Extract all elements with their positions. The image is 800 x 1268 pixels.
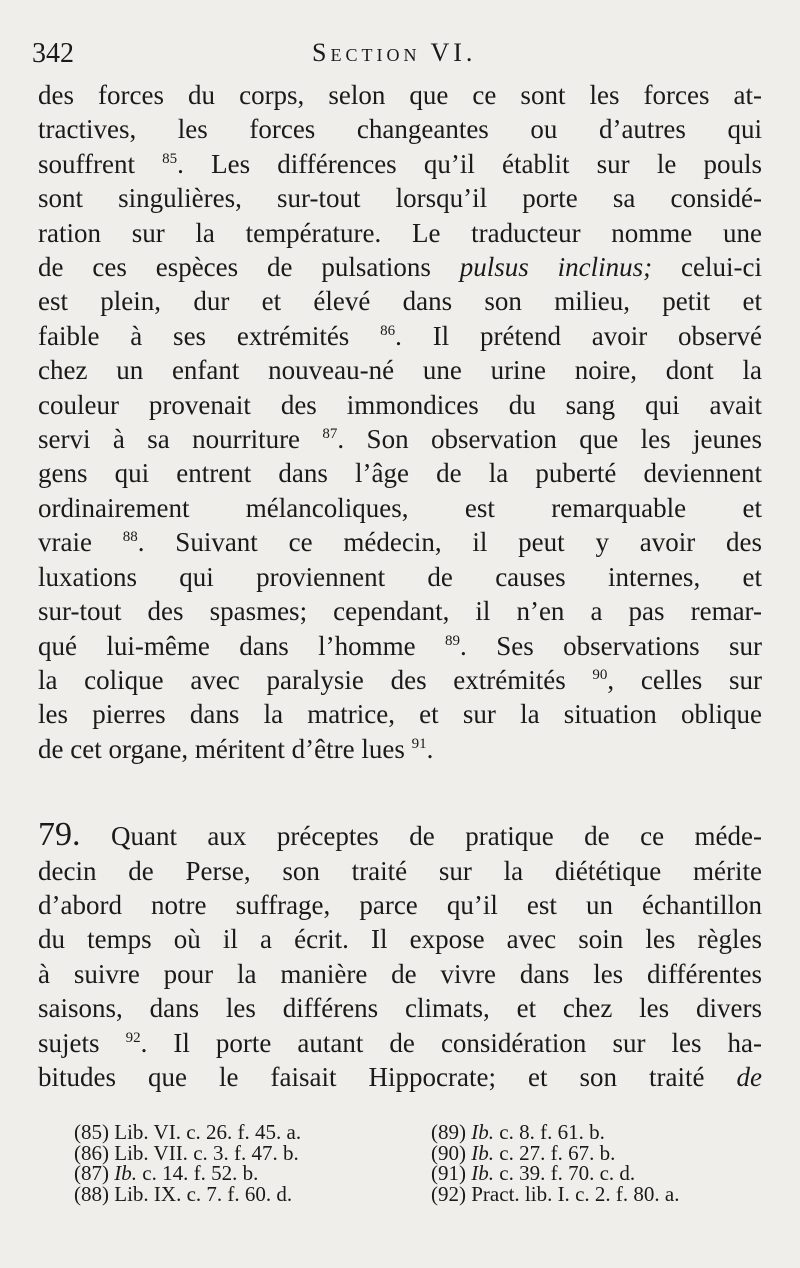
text-line: servi à sa nourriture $^{87}$. Son observation que les jeunes [38,424,762,455]
footnote: (91) Ib. c. 39. f. 70. c. d. [431,1161,636,1185]
footnote-ref[interactable]: 86 [380,322,396,339]
text-line: tractives, les forces changeantes ou d’autres qui [38,114,762,145]
footnote: (90) Ib. c. 27. f. 67. b. [431,1140,616,1165]
text-line: les pierres dans la matrice, et sur la situation oblique [38,699,762,730]
footnote-ref[interactable]: 90 [592,666,608,683]
footnotes-left-column [74,1122,414,1204]
text-line: de ces espèces de pulsations pulsus inclinus; celui-ci [38,252,762,283]
text-line: ration sur la température. Le traducteur nomme une [38,217,762,248]
footnote: (88) Lib. IX. c. 7. f. 60. d. [74,1181,293,1206]
text-line: d’abord notre suffrage, parce qu’il est un échantillon [38,889,762,920]
body-text [38,78,762,1094]
text-line: decin de Perse, son traité sur la diététique mérite [38,855,762,886]
text-line: des forces du corps, selon que ce sont les forces at- [38,80,762,110]
running-head: Section VI. [312,38,477,67]
paragraph-number: 79. [38,816,81,854]
text-line: à suivre pour la manière de vivre dans les différentes [38,958,762,989]
footnote-ref[interactable]: 92 [125,1029,141,1046]
paragraph-gap [38,766,762,818]
footnote: (89) Ib. c. 8. f. 61. b. [431,1120,605,1144]
text-line: sont singulières, sur-tout lorsqu’il porte sa considé- [38,183,762,214]
footnote: (85) Lib. VI. c. 26. f. 45. a. [74,1120,302,1144]
text-line: de cet organe, méritent d’être lues $^{91}$. [38,733,434,764]
text-line: vraie $^{88}$. Suivant ce médecin, il peut y avoir des [38,527,762,558]
text-line: sujets $^{92}$. Il porte autant de considération sur les ha- [38,1027,762,1058]
text-line: couleur provenait des immondices du sang qui avait [38,389,762,420]
text-line: bitudes que le faisait Hippocrate; et son traité de [38,1061,763,1092]
text-line: la colique avec paralysie des extrémités $^{90}$, celles sur [38,664,762,695]
footnote-ref[interactable]: 87 [322,426,338,443]
text-line: saisons, dans les différens climats, et chez les divers [38,993,762,1024]
footnote: (92) Pract. lib. I. c. 2. f. 80. a. [431,1181,680,1206]
text-line: qué lui-même dans l’homme $^{89}$. Ses observations sur [38,630,762,661]
text-line: du temps où il a écrit. Il expose avec soin les règles [38,924,762,955]
footnote-ref[interactable]: 85 [162,150,178,167]
footnote-ref[interactable]: 89 [445,632,461,649]
text-line: souffrent $^{85}$. Les différences qu’il établit sur le pouls [38,148,763,179]
page-header [32,34,760,74]
text-line: 79. Quant aux préceptes de pratique de ce méde- [38,816,762,854]
text-line: sur-tout des spasmes; cependant, il n’en a pas remar- [38,596,762,627]
footnote-ref[interactable]: 91 [411,735,427,752]
text-line: faible à ses extrémités $^{86}$. Il prétend avoir observé [38,320,763,351]
footnote-ref[interactable]: 88 [122,529,138,546]
footnote: (87) Ib. c. 14. f. 52. b. [74,1161,259,1185]
page-number: 342 [32,38,74,69]
text-line: chez un enfant nouveau-né une urine noire, dont la [38,355,762,386]
text-line: luxations qui proviennent de causes internes, et [38,561,762,592]
text-line: est plein, dur et élevé dans son milieu, petit et [38,286,762,317]
text-line: ordinairement mélancoliques, est remarquable et [38,492,762,523]
text-line: gens qui entrent dans l’âge de la puberté deviennent [38,458,762,489]
footnote: (86) Lib. VII. c. 3. f. 47. b. [74,1140,299,1165]
footnotes-right-column [431,1122,771,1204]
